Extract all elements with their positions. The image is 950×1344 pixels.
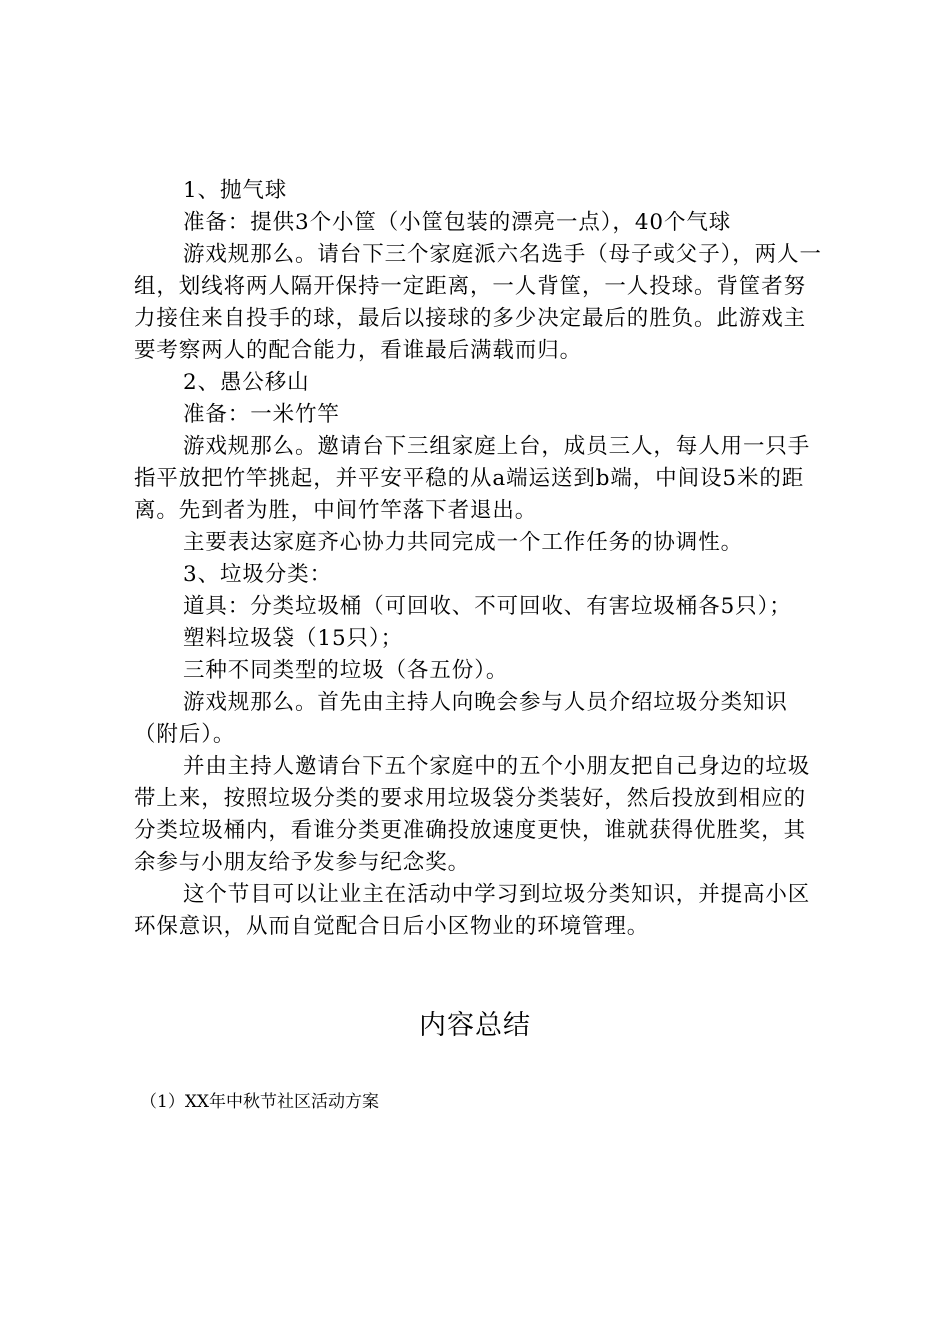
heading-item-3: 3、垃圾分类：: [183, 562, 332, 587]
paragraph: 游戏规那么。首先由主持人向晚会参与人员介绍垃圾分类知识（附后）。: [134, 690, 788, 747]
summary-item: （1）XX年中秋节社区活动方案: [140, 1092, 380, 1112]
paragraph: 主要表达家庭齐心协力共同完成一个工作任务的协调性。: [183, 530, 744, 555]
summary-title: 内容总结: [419, 1010, 531, 1041]
paragraph: 道具：分类垃圾桶（可回收、不可回收、有害垃圾桶各5只）；: [183, 594, 792, 619]
paragraph: 并由主持人邀请台下五个家庭中的五个小朋友把自己身边的垃圾带上来，按照垃圾分类的要求用垃圾袋分类装好，然后投放到相应的分类垃圾桶内，看谁分类更准确投放速度更快，谁就获得优胜奖，其余参与小朋友给予发参与纪念奖。: [134, 754, 811, 875]
paragraph: 准备：提供3个小筐（小筐包装的漂亮一点），40个气球: [183, 210, 732, 235]
paragraph: 塑料垃圾袋（15只）；: [183, 626, 404, 651]
paragraph: 游戏规那么。邀请台下三组家庭上台，成员三人，每人用一只手指平放把竹竿挑起，并平安平稳的从a端运送到b端，中间设5米的距离。先到者为胜，中间竹竿落下者退出。: [134, 434, 811, 523]
paragraph: 这个节目可以让业主在活动中学习到垃圾分类知识，并提高小区环保意识，从而自觉配合日后小区物业的环境管理。: [134, 882, 811, 939]
heading-item-2: 2、愚公移山: [183, 370, 310, 395]
document-body: [134, 175, 824, 943]
heading-item-1: 1、抛气球: [183, 178, 288, 203]
paragraph: 准备：一米竹竿: [183, 402, 340, 427]
paragraph: 游戏规那么。请台下三个家庭派六名选手（母子或父子），两人一组，划线将两人隔开保持一定距离，一人背筐，一人投球。背筐者努力接住来自投手的球，最后以接球的多少决定最后的胜负。此游戏主要考察两人的配合能力，看谁最后满载而归。: [134, 242, 822, 363]
paragraph: 三种不同类型的垃圾（各五份）。: [183, 658, 509, 683]
